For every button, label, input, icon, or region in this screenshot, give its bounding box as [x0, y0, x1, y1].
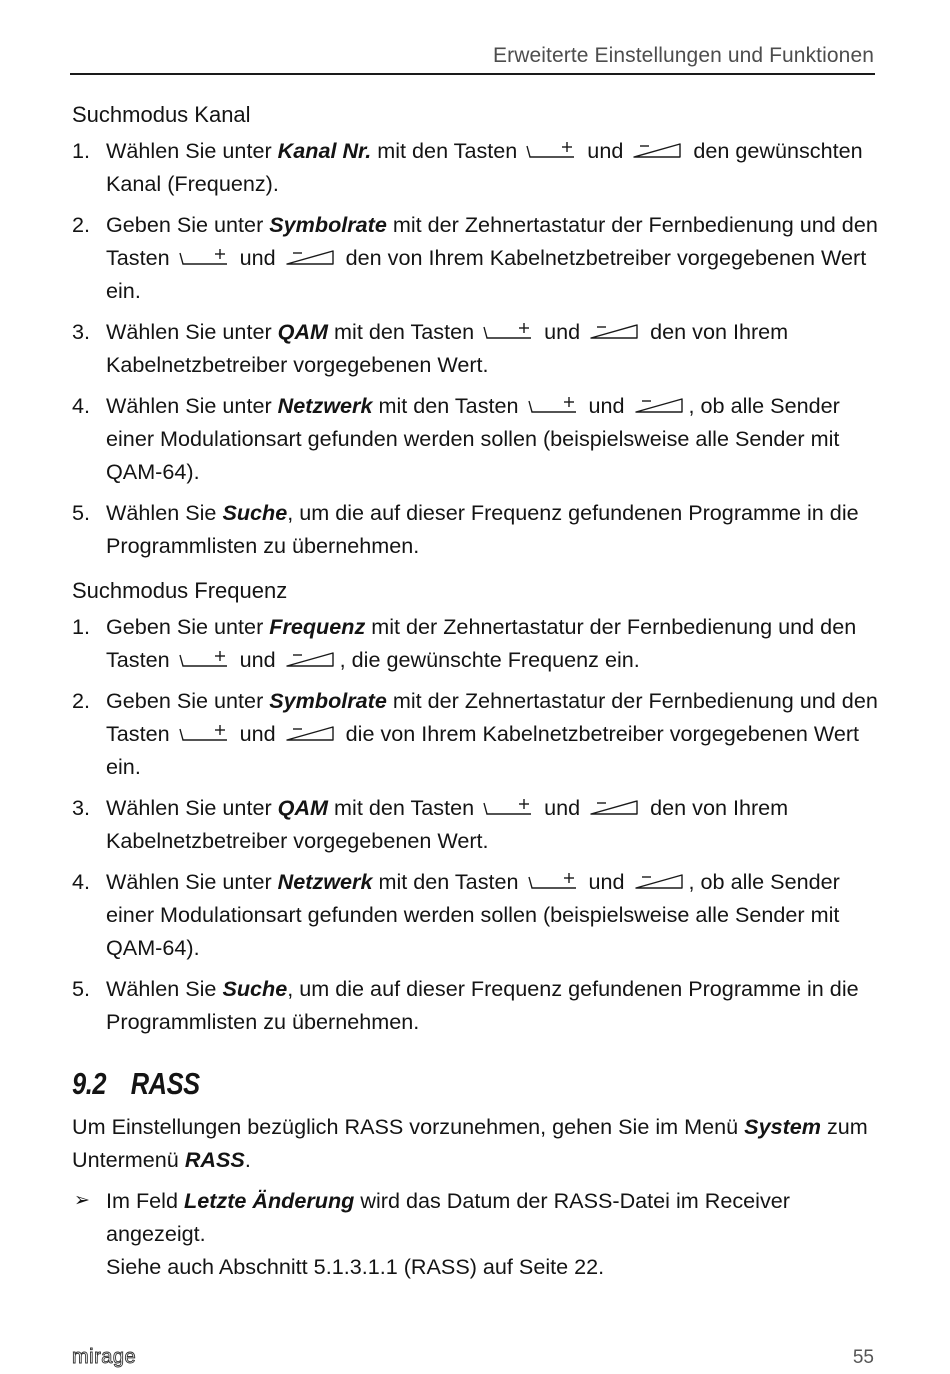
channel-plus-key-icon: [178, 721, 230, 745]
step-text: mit der Zehnertastatur der Fernbedienung und den Tasten: [106, 212, 878, 270]
step-text: Wählen Sie unter: [106, 869, 278, 894]
menu-name-system: System: [744, 1114, 821, 1139]
see-also-reference: Siehe auch Abschnitt 5.1.3.1.1 (RASS) auf Seite 22.: [106, 1254, 605, 1279]
step-item: [72, 684, 878, 783]
rass-intro-text: Um Einstellungen bezüglich RASS vorzunehmen, gehen Sie im Menü: [72, 1114, 745, 1139]
channel-minus-key-icon: [284, 647, 336, 671]
chapter-number: 9.2: [72, 1066, 107, 1101]
step-item: [72, 208, 878, 307]
section-heading-suchmodus-kanal: Suchmodus Kanal: [72, 102, 251, 127]
channel-plus-key-icon: [527, 393, 579, 417]
step-text: mit den Tasten: [372, 393, 525, 418]
step-text: und: [582, 869, 631, 894]
step-text: und: [233, 245, 282, 270]
step-text: den von Ihrem Kabelnetzbetreiber vorgegebenen Wert ein.: [106, 245, 867, 303]
step-number: 1.: [72, 138, 91, 163]
step-text: Wählen Sie unter: [106, 319, 278, 344]
step-text: und: [538, 795, 587, 820]
menu-term: Kanal Nr.: [277, 138, 372, 163]
step-item: [72, 496, 878, 562]
mirage-logo: [72, 1345, 156, 1369]
step-text: den von Ihrem Kabelnetzbetreiber vorgegebenen Wert.: [106, 795, 789, 853]
channel-plus-key-icon: [178, 647, 230, 671]
step-item: [72, 610, 878, 676]
channel-minus-key-icon: [631, 138, 683, 162]
step-text: und: [233, 721, 282, 746]
step-text: die von Ihrem Kabelnetzbetreiber vorgegebenen Wert ein.: [106, 721, 860, 779]
channel-plus-key-icon: [482, 319, 534, 343]
page-number: 55: [852, 1347, 874, 1368]
step-number: 1.: [72, 614, 91, 639]
running-header: Erweiterte Einstellungen und Funktionen: [493, 44, 874, 67]
steps-list-frequenz: [72, 610, 878, 1038]
bullet-text: Im Feld: [106, 1188, 184, 1213]
step-item: [72, 315, 878, 381]
step-number: 3.: [72, 319, 91, 344]
step-number: 5.: [72, 976, 91, 1001]
rass-bullet-item: [72, 1184, 878, 1283]
channel-plus-key-icon: [525, 138, 577, 162]
menu-term: Netzwerk: [277, 869, 373, 894]
channel-plus-key-icon: [527, 869, 579, 893]
step-text: , ob alle Sender einer Modulationsart gefunden werden sollen (beispielsweise alle Sender mit QAM-64).: [106, 869, 840, 960]
step-text: den gewünschten Kanal (Frequenz).: [106, 138, 863, 196]
step-text: mit der Zehnertastatur der Fernbedienung und den Tasten: [106, 614, 857, 672]
menu-term: Frequenz: [269, 614, 366, 639]
channel-plus-key-icon: [178, 245, 230, 269]
rass-intro-text: .: [244, 1147, 251, 1172]
rass-intro-text: zum Untermenü: [72, 1114, 868, 1172]
header-divider: [70, 73, 875, 75]
step-text: Wählen Sie unter: [106, 393, 278, 418]
menu-term: Suche: [222, 976, 288, 1001]
step-text: Wählen Sie: [106, 976, 223, 1001]
step-text: mit der Zehnertastatur der Fernbedienung und den Tasten: [106, 688, 878, 746]
step-number: 3.: [72, 795, 91, 820]
step-text: und: [582, 393, 631, 418]
step-text: Wählen Sie: [106, 500, 223, 525]
step-text: mit den Tasten: [371, 138, 524, 163]
step-text: Geben Sie unter: [106, 614, 270, 639]
submenu-name-rass: RASS: [184, 1147, 245, 1172]
menu-term: Symbolrate: [269, 688, 387, 713]
step-text: und: [581, 138, 630, 163]
menu-term: QAM: [277, 319, 329, 344]
step-number: 2.: [72, 688, 91, 713]
arrow-bullet-icon: ➢: [74, 1190, 90, 1211]
channel-minus-key-icon: [588, 319, 640, 343]
bullet-text: wird das Datum der RASS-Datei im Receiver angezeigt.: [106, 1188, 790, 1246]
step-text: , die gewünschte Frequenz ein.: [339, 647, 640, 672]
step-number: 5.: [72, 500, 91, 525]
step-text: mit den Tasten: [372, 869, 525, 894]
step-text: und: [538, 319, 587, 344]
step-text: und: [233, 647, 282, 672]
step-text: Wählen Sie unter: [106, 795, 278, 820]
menu-term: Symbolrate: [269, 212, 387, 237]
step-number: 4.: [72, 869, 91, 894]
channel-minus-key-icon: [284, 721, 336, 745]
step-text: mit den Tasten: [328, 795, 481, 820]
rass-intro: [72, 1110, 878, 1176]
step-item: [72, 389, 878, 488]
step-number: 4.: [72, 393, 91, 418]
step-item: [72, 791, 878, 857]
channel-minus-key-icon: [284, 245, 336, 269]
chapter-heading: [72, 1066, 733, 1102]
channel-minus-key-icon: [633, 869, 685, 893]
logo-wordmark: mirage: [72, 1346, 137, 1368]
step-item: [72, 134, 878, 200]
page-content: [72, 98, 878, 1283]
field-name-letzte-aenderung: Letzte Änderung: [184, 1188, 355, 1213]
step-item: [72, 972, 878, 1038]
step-text: , ob alle Sender einer Modulationsart gefunden werden sollen (beispielsweise alle Sender mit QAM-64).: [106, 393, 840, 484]
channel-minus-key-icon: [633, 393, 685, 417]
menu-term: Suche: [222, 500, 288, 525]
step-item: [72, 865, 878, 964]
step-text: mit den Tasten: [328, 319, 481, 344]
step-text: den von Ihrem Kabelnetzbetreiber vorgegebenen Wert.: [106, 319, 789, 377]
section-heading-suchmodus-frequenz: Suchmodus Frequenz: [72, 578, 288, 603]
steps-list-kanal: [72, 134, 878, 562]
channel-plus-key-icon: [482, 795, 534, 819]
step-text: Geben Sie unter: [106, 212, 270, 237]
step-text: , um die auf dieser Frequenz gefundenen Programme in die Programmlisten zu übernehmen.: [106, 500, 859, 558]
chapter-title: RASS: [130, 1066, 200, 1101]
step-text: , um die auf dieser Frequenz gefundenen Programme in die Programmlisten zu übernehmen.: [106, 976, 859, 1034]
channel-minus-key-icon: [588, 795, 640, 819]
step-text: Wählen Sie unter: [106, 138, 278, 163]
menu-term: QAM: [277, 795, 329, 820]
step-number: 2.: [72, 212, 91, 237]
step-text: Geben Sie unter: [106, 688, 270, 713]
menu-term: Netzwerk: [277, 393, 373, 418]
